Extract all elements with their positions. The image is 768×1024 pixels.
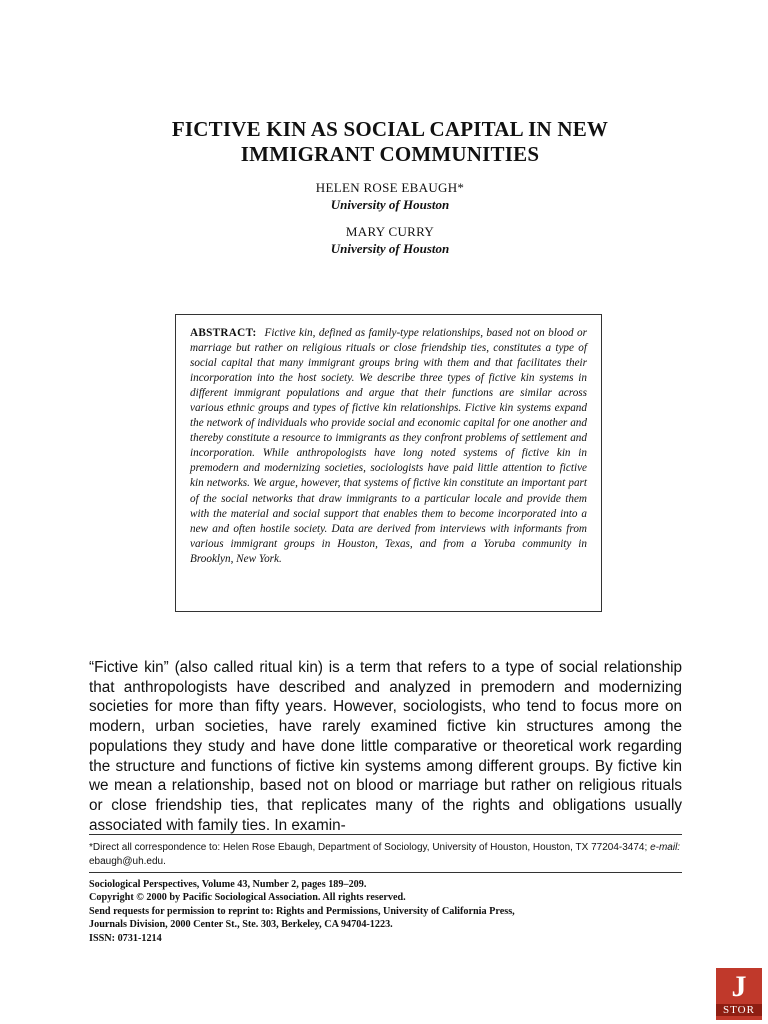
jstor-logo-mark: J [731,970,747,1003]
author-affiliation: University of Houston [330,241,450,256]
author-name: HELEN ROSE EBAUGH* [315,180,465,195]
jstor-logo-label: STOR [716,1004,762,1016]
author-block-1 [180,179,600,213]
abstract-box [175,314,602,612]
pubinfo-line: Send requests for permission to reprint to: Rights and Permissions, University of California Press, [89,905,515,917]
footnote [89,841,682,868]
body-paragraph: “Fictive kin” (also called ritual kin) is a term that refers to a type of social relationship that anthropologists have described and analyzed in premodern and modernizing societies for more than fifty years. However, sociologists, who tend to focus more on modern, urban societies, have rarely examined fictive kin structures among the populations they study and have done little comparative or theoretical work regarding the structure and functions of fictive kin systems among different groups. By fictive kin we mean a relationship, based not on blood or marriage but rather on religious rituals or close friendship ties, that replicates many of the rights and obligations usually associated with family ties. In examin- [89,659,682,834]
pubinfo-line: Copyright © 2000 by Pacific Sociological Association. All rights reserved. [89,892,406,904]
abstract-label: ABSTRACT: [190,327,257,339]
article-title [100,117,680,167]
footnote-divider [89,834,682,835]
author-block-2 [180,223,600,257]
publication-info [89,878,682,945]
title-line-2: IMMIGRANT COMMUNITIES [240,142,540,166]
pubinfo-divider [89,872,682,873]
footnote-email-label: e-mail: [650,842,681,853]
pubinfo-line: ISSN: 0731-1214 [89,932,162,944]
abstract [190,326,587,567]
footnote-text: *Direct all correspondence to: Helen Rose Ebaugh, Department of Sociology, University of Houston, Houston, TX 77204-3474; [89,842,651,853]
pubinfo-line: Journals Division, 2000 Center St., Ste. 303, Berkeley, CA 94704-1223. [89,919,393,931]
title-line-1: FICTIVE KIN AS SOCIAL CAPITAL IN NEW [171,117,609,141]
pubinfo-line: Sociological Perspectives, Volume 43, Number 2, pages 189–209. [89,879,367,890]
author-name: MARY CURRY [345,224,435,239]
abstract-text: Fictive kin, defined as family-type relationships, based not on blood or marriage but rather on religious rituals or close friendship ties, constitutes a type of social capital that many immigrant groups bring with them and that facilitates their incorporation into the host society. We describe three types of fictive kin systems in different immigrant populations and argue that their functions are similar across various ethnic groups and types of fictive kin relationships. Fictive kin systems expand the network of individuals who provide social and economic capital for one another and thereby constitute a resource to immigrants as they confront problems of settlement and incorporation. While anthropologists have long noted systems of fictive kin in premodern and modernizing societies, sociologists have paid little attention to fictive kin networks. We argue, however, that systems of fictive kin constitute an important part of the social networks that draw immigrants to a particular locale and provide them with the material and social support that enables them to become incorporated into a new and often hostile society. Data are derived from interviews with informants from various immigrant groups in Houston, Texas, and from a Yoruba community in Brooklyn, New York. [190,327,587,565]
footnote-email: ebaugh@uh.edu. [89,855,166,867]
author-affiliation: University of Houston [330,197,450,212]
jstor-logo [716,968,762,1020]
